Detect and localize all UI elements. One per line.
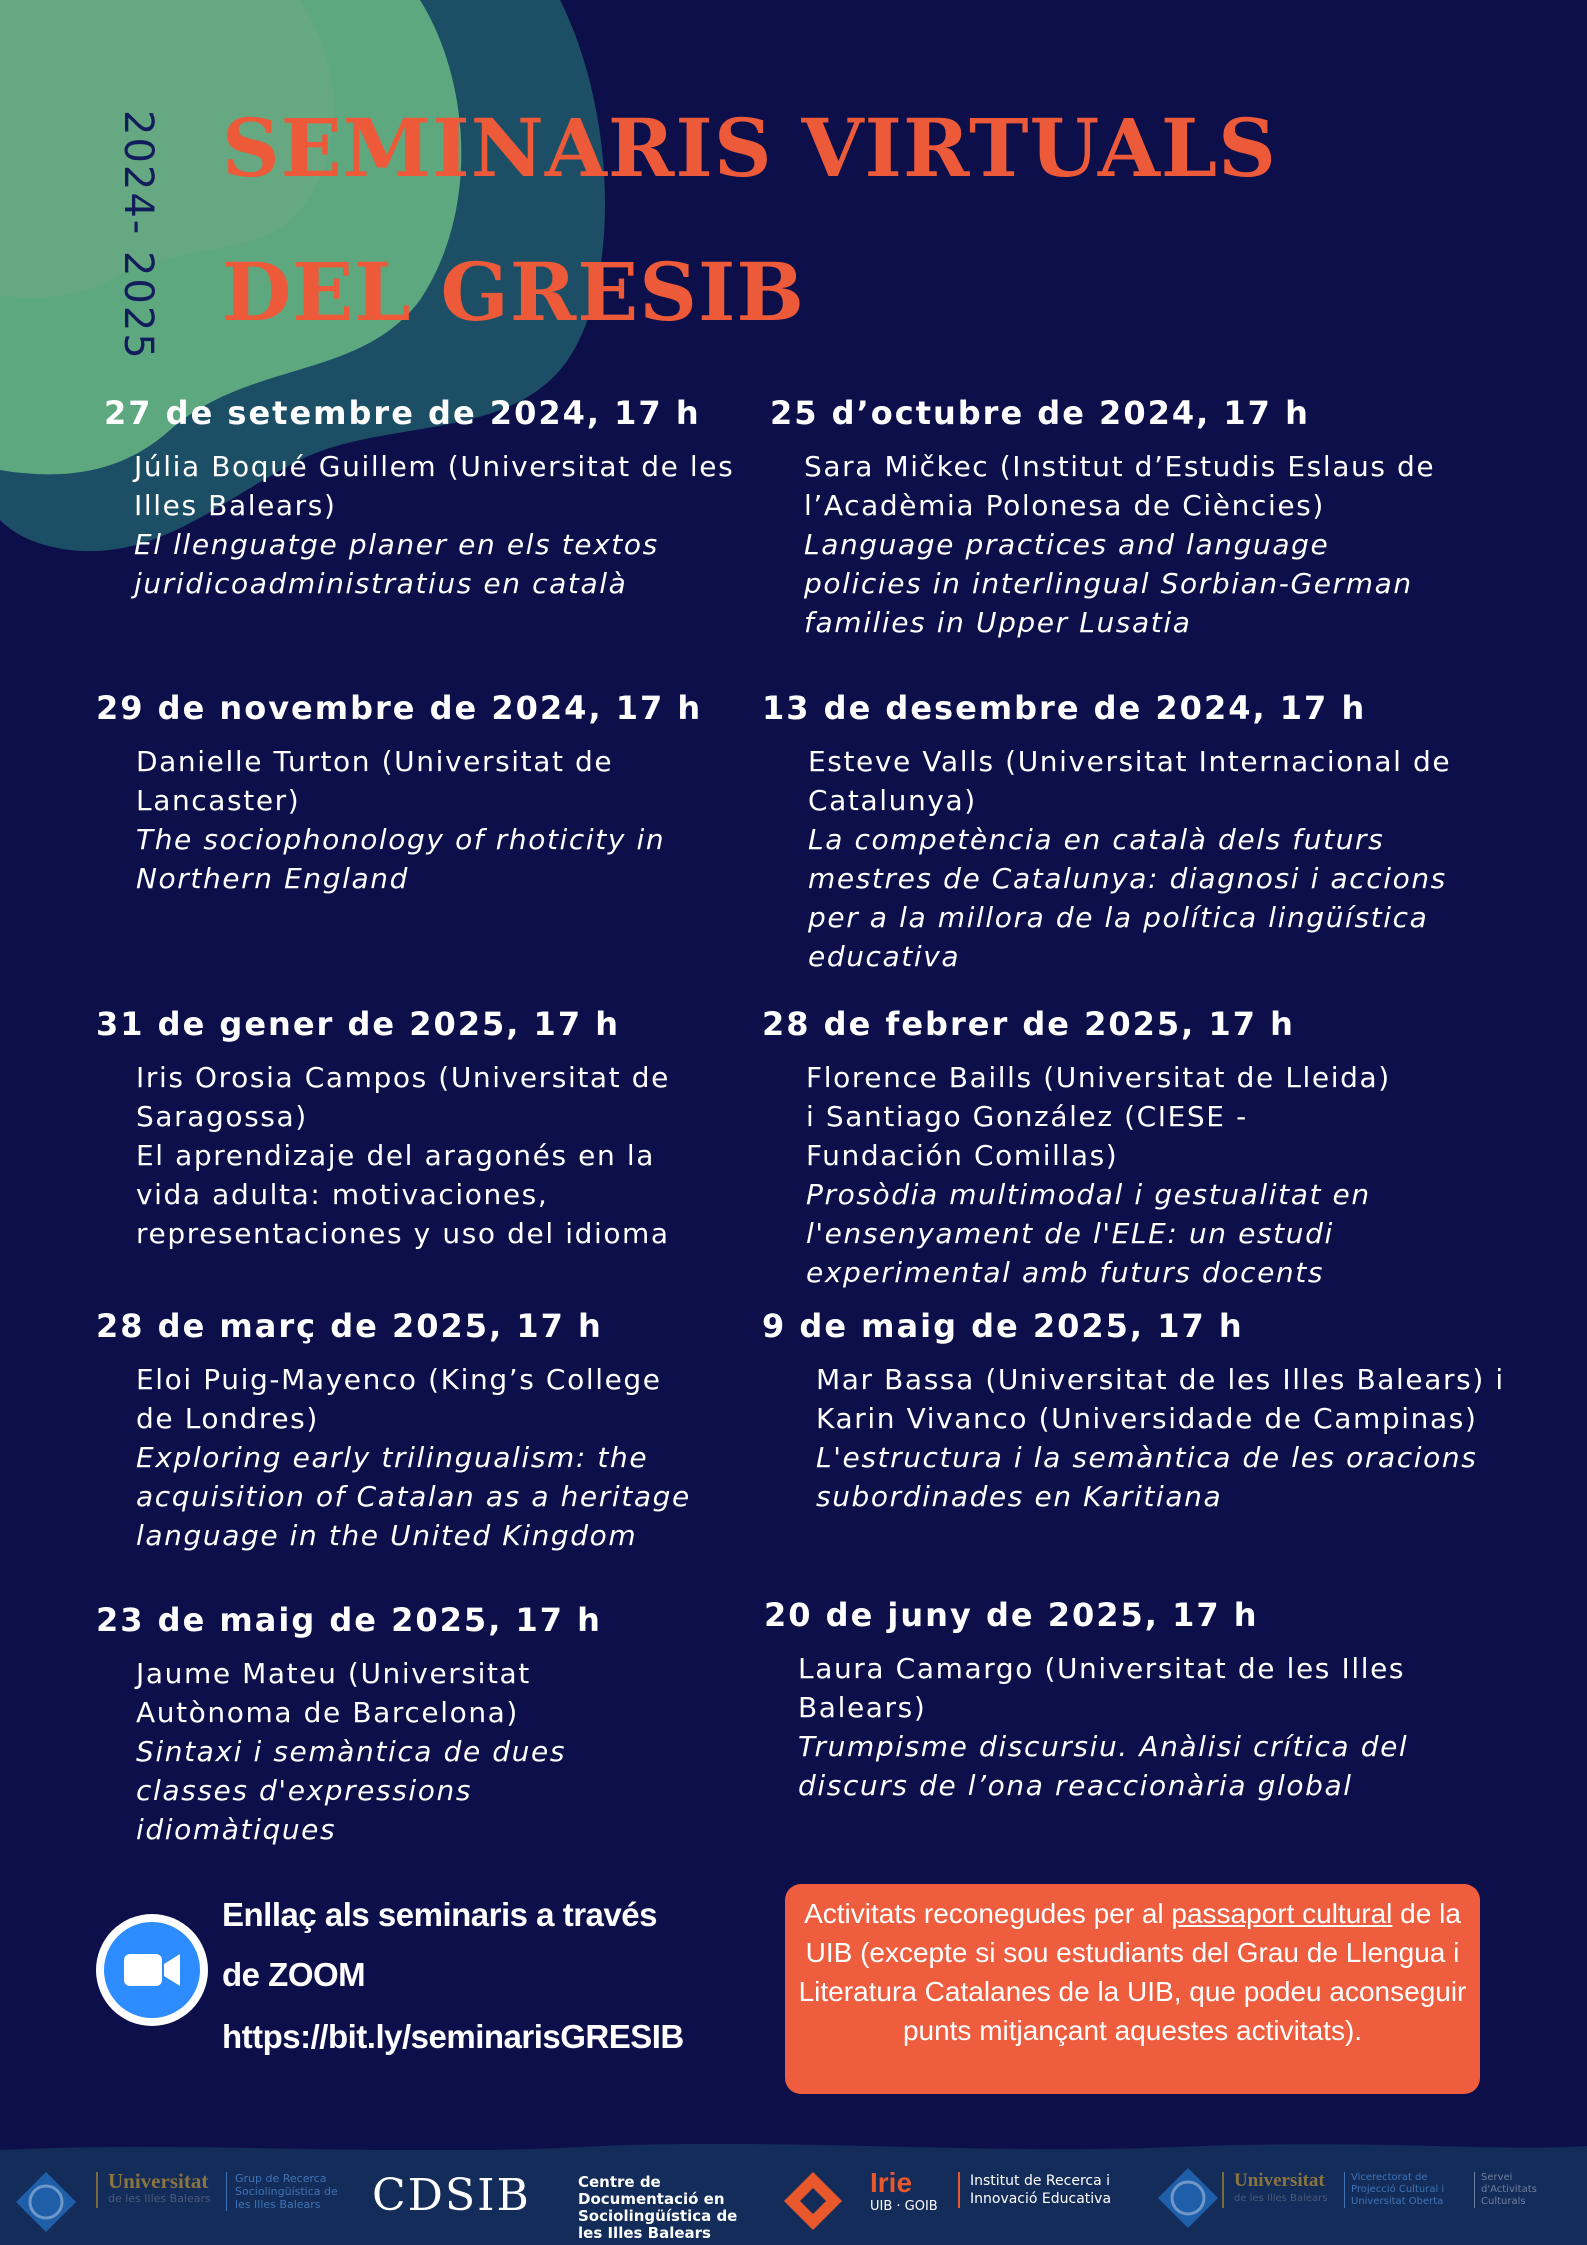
seminar-speaker: Jaume Mateu (Universitat Autònoma de Barcelona): [136, 1657, 531, 1730]
seminar-title: Sintaxi i semàntica de dues classes d'expressions idiomàtiques: [136, 1735, 567, 1847]
seminar-title: La competència en català dels futurs mestres de Catalunya: diagnosi i accions per a la millora de la política lingüística educativa: [808, 823, 1447, 974]
passport-link[interactable]: passaport cultural: [1171, 1898, 1393, 1929]
year-range: 2024- 2025: [115, 110, 161, 361]
seminar-speaker: Sara Mičkec (Institut d’Estudis Eslaus de l’Acadèmia Polonesa de Ciències): [804, 450, 1436, 523]
uib-logo-2: Universitat de les Illes Balears: [1222, 2172, 1327, 2208]
zoom-camera-icon[interactable]: [96, 1914, 208, 2026]
page-title-line2: DEL GRESIB: [222, 245, 806, 339]
seminar-date: 29 de novembre de 2024, 17 h: [96, 689, 703, 727]
seminar-date: 23 de maig de 2025, 17 h: [96, 1601, 602, 1639]
seminar-title: Trumpisme discursiu. Anàlisi crítica del discurs de l’ona reaccionària global: [798, 1730, 1409, 1803]
seminar-title: The sociophonology of rhoticity in Northern England: [136, 823, 666, 896]
zoom-text-line2: de ZOOM: [222, 1956, 366, 1993]
vicerectorat-text: Vicerectorat de Projecció Cultural i Universitat Oberta: [1344, 2172, 1467, 2208]
seminar-9: [96, 1603, 776, 1849]
seminar-6: [762, 1007, 1442, 1292]
seminar-speaker: Mar Bassa (Universitat de les Illes Balears) i Karin Vivanco (Universidade de Campinas): [816, 1363, 1505, 1436]
seminar-5: [96, 1007, 776, 1253]
passport-text-after: de la UIB (excepte si sou estudiants del Grau de Llengua i Literatura Catalanes de la UIB, que podeu aconseguir punts mitjançant aquestes activitats).: [798, 1898, 1467, 2046]
seminar-speaker: Eloi Puig-Mayenco (King’s College de Londres): [136, 1363, 662, 1436]
seminar-date: 28 de març de 2025, 17 h: [96, 1307, 603, 1345]
seminar-1: [104, 396, 784, 603]
passport-text-before: Activitats reconegudes per al: [804, 1898, 1172, 1929]
seminar-title: Prosòdia multimodal i gestualitat en l'ensenyament de l'ELE: un estudi experimental amb futurs docents: [806, 1178, 1371, 1290]
seminar-speaker: Iris Orosia Campos (Universitat de Saragossa): [136, 1061, 670, 1134]
uib-seal-icon: [1156, 2166, 1220, 2230]
irie-text: Institut de Recerca i Innovació Educativa: [958, 2172, 1140, 2208]
seminar-title: El llenguatge planer en els textos juridicoadministratius en català: [134, 528, 659, 601]
seminar-10: [764, 1598, 1444, 1805]
seminar-title: L'estructura i la semàntica de les oracions subordinades en Karitiana: [816, 1441, 1478, 1514]
irie-logo: Irie UIB · GOIB: [870, 2167, 938, 2214]
zoom-link[interactable]: https://bit.ly/seminarisGRESIB: [222, 2018, 684, 2055]
seminar-date: 13 de desembre de 2024, 17 h: [762, 689, 1367, 727]
seminar-speaker: Júlia Boqué Guillem (Universitat de les Illes Balears): [134, 450, 735, 523]
seminar-date: 31 de gener de 2025, 17 h: [96, 1005, 620, 1043]
seminar-speaker: Danielle Turton (Universitat de Lancaster): [136, 745, 614, 818]
seminar-date: 25 d’octubre de 2024, 17 h: [770, 394, 1310, 432]
seminar-date: 20 de juny de 2025, 17 h: [764, 1596, 1259, 1634]
seminar-8: [762, 1307, 1505, 1516]
seminar-speaker: Florence Baills (Universitat de Lleida) i Santiago González (CIESE - Fundación Comillas): [806, 1061, 1391, 1173]
seminar-title: Exploring early trilingualism: the acquisition of Catalan as a heritage language in the United Kingdom: [136, 1441, 691, 1553]
seminar-date: 27 de setembre de 2024, 17 h: [104, 394, 701, 432]
gresib-logo: Grup de Recerca Sociolingüística de les Illes Balears: [226, 2172, 355, 2211]
seminar-date: 9 de maig de 2025, 17 h: [762, 1307, 1244, 1345]
servei-text: Servei d'Activitats Culturals: [1474, 2172, 1561, 2208]
seminar-2: [770, 396, 1450, 642]
seminar-speaker: Laura Camargo (Universitat de les Illes Balears): [798, 1652, 1406, 1725]
zoom-text-line1: Enllaç als seminaris a través: [222, 1896, 657, 1933]
uib-logo-1: Universitat de les Illes Balears: [96, 2172, 211, 2208]
page-title-line1: SEMINARIS VIRTUALS: [222, 101, 1277, 195]
seminar-title: El aprendizaje del aragonés en la vida adulta: motivaciones, representaciones y uso del idioma: [136, 1139, 670, 1251]
seminar-4: [762, 689, 1452, 976]
uib-seal-icon: [14, 2170, 78, 2234]
irie-logo-icon: [780, 2168, 846, 2234]
seminar-7: [96, 1309, 776, 1555]
footer-logos: [0, 2150, 1587, 2245]
seminar-date: 28 de febrer de 2025, 17 h: [762, 1005, 1295, 1043]
seminar-title: Language practices and language policies in interlingual Sorbian-German families in Upper Lusatia: [804, 528, 1413, 640]
cdsib-logo: CDSIB: [372, 2170, 531, 2221]
passport-notice: [785, 1884, 1480, 2094]
seminar-speaker: Esteve Valls (Universitat Internacional de Catalunya): [808, 745, 1452, 818]
cdsib-text: Centre de Documentació en Sociolingüística de les Illes Balears: [578, 2173, 738, 2242]
seminar-3: [96, 691, 776, 898]
